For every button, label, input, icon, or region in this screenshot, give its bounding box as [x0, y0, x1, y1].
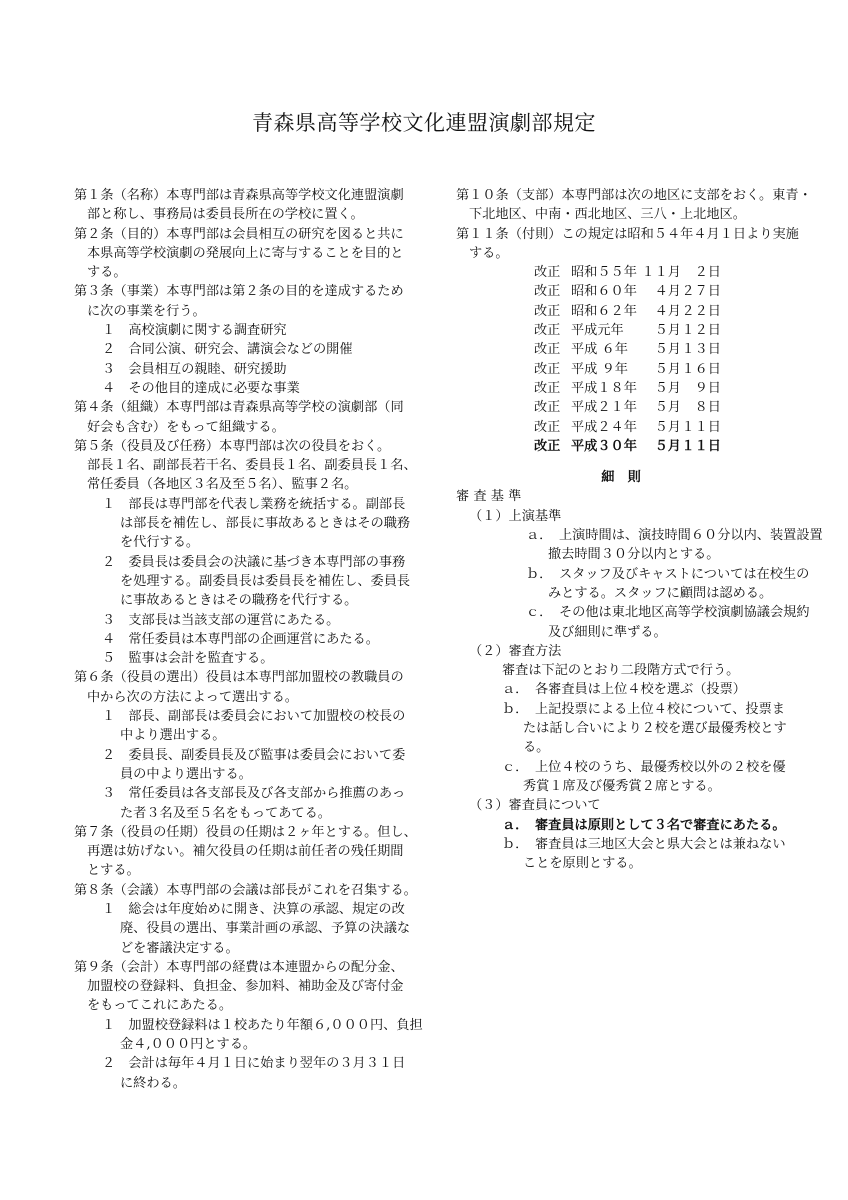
revision-row [456, 282, 786, 301]
revision-k: 改正 [534, 265, 561, 281]
revision-d: ９日 [694, 380, 721, 396]
text-line: は部長を補佐し、部長に事故あるときはその職務 [120, 516, 411, 532]
text-line: ｂ． スタッフ及びキャストについては在校生の [526, 566, 810, 582]
text-line: １ 総会は年度始めに開き、決算の承認、規定の改 [102, 901, 405, 917]
revision-d: １２日 [681, 323, 721, 339]
text-line: １ 部長は専門部を代表し業務を統括する。副部長 [102, 496, 406, 512]
revision-d: ２２日 [681, 303, 721, 319]
text-line: ４ その他目的達成に必要な事業 [102, 380, 300, 396]
revision-row [456, 263, 786, 282]
left-column [74, 186, 424, 1093]
text-line: 第８条（会議）本専門部の会議は部長がこれを召集する。 [74, 882, 417, 898]
revision-history [456, 263, 786, 456]
revision-m: ５月 [654, 419, 681, 435]
text-line: １ 加盟校登録料は１校あたり年額６,０００円、負担 [102, 1017, 423, 1033]
revision-era: 平成 ９年 [571, 361, 628, 377]
text-line: に終わる。 [120, 1075, 186, 1091]
revision-m: ５月 [654, 438, 681, 454]
revision-d: １６日 [681, 361, 721, 377]
text-line: 第３条（事業）本専門部は第２条の目的を達成するため [74, 284, 404, 300]
revision-k: 改正 [534, 400, 561, 416]
text-line: 本県高等学校演劇の発展向上に寄与することを目的と [87, 245, 404, 261]
text-line: 撤去時間３０分以内とする。 [548, 547, 720, 563]
text-line: ｃ． 上位４校のうち、最優秀校以外の２校を優 [502, 759, 786, 775]
text-line: （３）審査員について [469, 798, 601, 814]
text-line: をもってこれにあたる。 [87, 998, 233, 1014]
revision-m: １１月 [641, 265, 681, 281]
text-line: 第４条（組織）本専門部は青森県高等学校の演劇部（同 [74, 400, 404, 416]
revision-era: 昭和６０年 [571, 284, 637, 300]
text-line: ｂ． 上記投票による上位４校について、投票ま [502, 701, 785, 717]
revision-era: 平成２４年 [571, 419, 637, 435]
revision-m: ５月 [654, 400, 681, 416]
rules-heading: 審 査 基 準 [456, 489, 522, 505]
revision-m: ５月 [654, 323, 681, 339]
text-line: 第６条（役員の選出）役員は本専門部加盟校の教職員の [74, 670, 404, 686]
text-line: 第１条（名称）本専門部は青森県高等学校文化連盟演劇 [74, 188, 404, 203]
text-line: に次の事業を行う。 [87, 303, 206, 319]
text-line: ａ． 上演時間は、演技時間６０分以内、装置設置 [526, 528, 823, 544]
revision-k: 改正 [534, 342, 561, 358]
text-line: １ 部長、副部長は委員会において加盟校の校長の [102, 709, 406, 725]
revision-d: １１日 [681, 419, 721, 435]
text-line: ４ 常任委員は本専門部の企画運営にあたる。 [102, 631, 379, 647]
revision-era: 昭和５５年 [571, 265, 637, 281]
revision-k: 改正 [534, 419, 561, 435]
text-line: （２）審査方法 [469, 643, 562, 659]
text-line: 好会も含む）をもって組織する。 [87, 419, 285, 435]
text-line: 秀賞１席及び優秀賞２席とする。 [523, 778, 721, 794]
revision-row [456, 321, 786, 340]
judging-criteria [456, 507, 823, 874]
right-column [456, 186, 823, 873]
revision-k: 改正 [534, 361, 561, 377]
text-line: 中より選出する。 [120, 728, 226, 744]
text-line: ２ 合同公演、研究会、講演会などの開催 [102, 342, 353, 358]
text-line: た者３名及至５名をもってあてる。 [120, 805, 331, 821]
text-line: 金４,０００円とする。 [120, 1037, 257, 1053]
text-line: 員の中より選出する。 [120, 766, 252, 782]
text-line: 部長１名、副部長若干名、委員長１名、副委員長１名、 [87, 458, 417, 474]
revision-k: 改正 [534, 284, 561, 300]
text-line: 再選は妨げない。補欠役員の任期は前任者の残任期間 [87, 844, 404, 860]
revision-era: 平成３０年 [571, 438, 637, 454]
text-line: 常任委員（各地区３名及至５名）、監事２名。 [87, 477, 358, 493]
text-line: 第１１条（付則）この規定は昭和５４年４月１日より実施 [456, 226, 799, 242]
branch-and-supplementary [456, 186, 812, 263]
text-line: ３ 支部長は当該支部の運営にあたる。 [102, 612, 340, 628]
revision-row [456, 340, 786, 359]
revision-era: 平成１８年 [571, 380, 637, 396]
text-line: １ 高校演劇に関する調査研究 [102, 323, 287, 339]
revision-k: 改正 [534, 303, 561, 319]
revision-d: １３日 [681, 342, 721, 358]
text-line: 第９条（会計）本専門部の経費は本連盟からの配分金、 [74, 959, 404, 975]
text-line: する。 [87, 265, 127, 281]
text-line: 中から次の方法によって選出する。 [87, 689, 298, 705]
revision-m: ４月 [654, 303, 681, 319]
text-line: 及び細則に準ずる。 [548, 624, 667, 640]
revision-m: ４月 [654, 284, 681, 300]
text-line: ａ． 審査員は原則として３名で審査にあたる。 [502, 817, 786, 833]
revision-row [456, 302, 786, 321]
text-line: 審査は下記のとおり二段階方式で行う。 [502, 663, 740, 679]
text-line: する。 [469, 245, 509, 261]
text-line: ａ． 各審査員は上位４校を選ぶ（投票） [502, 682, 746, 698]
revision-m: ５月 [654, 380, 681, 396]
text-line: を処理する。副委員長は委員長を補佐し、委員長 [120, 573, 411, 589]
revision-row [456, 379, 786, 398]
revision-row [456, 398, 786, 417]
text-line: どを審議決定する。 [120, 940, 239, 956]
text-line: たは話し合いにより２校を選び最優秀校とす [523, 721, 787, 737]
text-line: ３ 常任委員は各支部長及び各支部から推薦のあっ [102, 786, 406, 802]
text-line: 第２条（目的）本専門部は会員相互の研究を図ると共に [74, 226, 404, 242]
text-line: 第１０条（支部）本専門部は次の地区に支部をおく。東青・ [456, 188, 812, 203]
text-line: 下北地区、中南・西北地区、三八・上北地区。 [469, 207, 746, 223]
revision-row [456, 437, 786, 456]
text-line: （１）上演基準 [469, 508, 562, 524]
revision-era: 平成元年 [571, 323, 624, 339]
text-line: 廃、役員の選出、事業計画の承認、予算の決議な [120, 921, 411, 937]
revision-era: 平成 ６年 [571, 342, 628, 358]
text-line: ｃ． その他は東北地区高等学校演劇協議会規約 [526, 605, 810, 621]
text-line: る。 [523, 740, 550, 756]
text-line: ５ 監事は会計を監査する。 [102, 651, 274, 667]
text-line: ２ 会計は毎年４月１日に始まり翌年の３月３１日 [102, 1056, 406, 1072]
text-line: 部と称し、事務局は委員長所在の学校に置く。 [87, 207, 364, 223]
text-line: ２ 委員長は委員会の決議に基づき本専門部の事務 [102, 554, 406, 570]
revision-m: ５月 [654, 361, 681, 377]
text-line: を代行する。 [120, 535, 200, 551]
text-line: とする。 [87, 863, 140, 879]
revision-k: 改正 [534, 380, 561, 396]
revision-d: ２７日 [681, 284, 721, 300]
revision-d: １１日 [681, 438, 721, 454]
revision-era: 平成２１年 [571, 400, 637, 416]
text-line: ｂ． 審査員は三地区大会と県大会とは兼ねない [502, 836, 786, 852]
text-line: 第５条（役員及び任務）本専門部は次の役員をおく。 [74, 438, 391, 454]
revision-row [456, 360, 786, 379]
revision-d: ８日 [694, 400, 721, 416]
revision-k: 改正 [534, 438, 561, 454]
text-line: みとする。スタッフに顧問は認める。 [548, 585, 773, 601]
revision-row [456, 418, 786, 437]
text-line: ２ 委員長、副委員長及び監事は委員会において委 [102, 747, 406, 763]
text-line: に事故あるときはその職務を代行する。 [120, 593, 358, 609]
document-title: 青森県高等学校文化連盟演劇部規定 [252, 111, 596, 135]
revision-k: 改正 [534, 323, 561, 339]
saisoku-heading: 細 則 [601, 470, 641, 486]
text-line: ３ 会員相互の親睦、研究援助 [102, 361, 287, 377]
text-line: 第７条（役員の任期）役員の任期は２ヶ年とする。但し、 [74, 824, 417, 840]
revision-m: ５月 [654, 342, 681, 358]
text-line: 加盟校の登録料、負担金、参加料、補助金及び寄付金 [87, 979, 404, 995]
revision-d: ２日 [694, 265, 721, 281]
text-line: ことを原則とする。 [523, 856, 642, 872]
revision-era: 昭和６２年 [571, 303, 637, 319]
